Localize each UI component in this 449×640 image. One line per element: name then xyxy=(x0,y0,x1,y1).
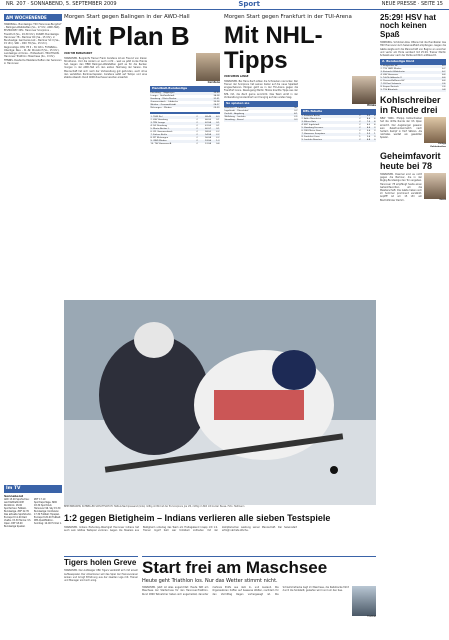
handball-result-row-cell: Flensburg – Göppingen xyxy=(150,92,206,95)
handball-standing-row-cell: 61:55 xyxy=(205,125,212,128)
handball-standing-row-cell: 2 xyxy=(194,122,198,125)
liga-row-cell: 3. Eintracht Hildesheim xyxy=(380,71,436,74)
del-standing-row-cell: 6 xyxy=(371,115,376,118)
handball-result-row-cell: Melsungen – Minden xyxy=(150,106,172,109)
handball-standing-row-cell: 56:58 xyxy=(205,137,212,140)
del-standing-row-cell: 8. Frankfurt Lions xyxy=(301,136,320,139)
liga-row-cell: 4:4 xyxy=(436,77,446,80)
lineup-row-cell: Sa. xyxy=(287,107,298,110)
del-standing-row-cell: 5:6 xyxy=(366,130,371,132)
handball-results-table xyxy=(150,92,220,110)
del-standing-row-cell: 2. Adler Mannheim xyxy=(301,117,322,120)
liga-table-title: 2. Bundesliga Nord xyxy=(380,59,446,65)
del-standing-row-cell: 4. ERC Ingolstadt xyxy=(301,123,320,126)
handball-standing-row-cell: 51:58 xyxy=(205,143,212,146)
liga-row-cell: 6:2 xyxy=(436,71,446,74)
story-tigers xyxy=(64,556,138,636)
handball-standing-row-cell: 1:3 xyxy=(212,140,220,143)
liga-row-cell: 0:8 xyxy=(436,89,446,92)
handball-standings-table xyxy=(150,116,220,146)
lineup-title: So spielen sie xyxy=(224,101,298,107)
handball-result-row-cell: 29:29 xyxy=(213,106,220,109)
story-tigers-body: HANNOVER. Der Aufsteiger UBC Tigers verstärkt sich mit einem Aufbauspieler. Der Amerikaner soll das Spiel der Hannoveraner lenken und bringt Erfahrung aus der zweiten Liga mit. Trainer und Manager sind sich einig. xyxy=(64,569,138,582)
hsv-headline: 25:29! HSV hat noch keinen Spaß xyxy=(380,14,437,39)
hlinka-photo xyxy=(352,76,376,104)
del-standing-row-cell: 2:4 xyxy=(366,136,371,139)
handball-standing-row-cell: 5. Rhein-Neckar L. xyxy=(150,128,194,131)
handball-standing-row-cell: 2 xyxy=(194,128,198,131)
del-standing-row-cell: 1 xyxy=(359,136,361,139)
handball-result-row-cell: Wetzlar – Grosswallstadt xyxy=(150,104,206,107)
lineup-row-cell: Straubing – Kassel xyxy=(224,119,287,122)
lineup-row-cell: Ingolstadt – Düsseldorf xyxy=(224,109,249,112)
liga-row-cell: 5. TuS N-Lübbecke II xyxy=(380,77,436,80)
lineup-row-cell: 3:2 xyxy=(294,109,298,112)
liga-row-cell: 4. HSV Hannover xyxy=(380,74,399,77)
del-standing-row-cell: 4 xyxy=(374,123,376,126)
issue-info: NR. 207 · SONNABEND, 5. SEPTEMBER 2009 xyxy=(6,1,117,8)
triathlet-photo-caption: Triathlet xyxy=(367,615,376,619)
story-maschsee-body: HANNOVER. Jetzt ist alles angerichtet: Heute fällt am Maschsee der Startschuss für den Hannover-Triathlon. Rund 1800 Teilnehmer haben sich angemeldet, darunter mehrere Profis aus dem In- und Ausland. Die Organisatoren hoffen auf besseres Wetter, nachdem für den Vormittag Regen vorhergesagt ist. Die Schwimmstrecke liegt im Maschsee, die Radstrecke führt durch die Südstadt, gelaufen wird rund um den See. xyxy=(142,586,349,596)
del-standing-row-cell: 6:5 xyxy=(366,123,371,126)
hockey-scene-illustration xyxy=(64,300,376,505)
lineup-row-cell: Wolfsburg – Iserlohn xyxy=(224,115,246,118)
section-title: Sport xyxy=(238,0,260,9)
handball-standing-row-cell: 0:4 xyxy=(216,143,220,146)
liga-row-cell: 2. TSV GWD Minden xyxy=(380,67,402,70)
del-table-title: DEL-Tabelle xyxy=(301,109,376,115)
handball-standing-row-cell: 2. HSV Hamburg xyxy=(150,118,168,121)
story-handball xyxy=(64,14,220,296)
del-standing-row-cell: 0 xyxy=(374,136,376,139)
handball-standing-row-cell: 9. GWD Minden xyxy=(150,140,194,143)
handball-standing-row-cell: 60:57 xyxy=(198,128,211,131)
handball-table-title: Handball-Bundesliga xyxy=(150,86,220,92)
story-indians-body: HANNOVER. Indians Eishockey-Oberligist Hannover Indians hat auch sein letztes Testspiel verloren. Gegen die Steelers aus Bietigheim unterlag das Team am Freitagabend knapp mit 1:2. Trainer Ingolf Sehl war trotzdem zufrieden mit der kämpferischen Leistung seiner Mannschaft. Der Saisonstart erfolgt nächste Woche. xyxy=(64,525,297,533)
liga-row-cell: 2:6 xyxy=(436,83,446,86)
del-standing-row-cell: 2 xyxy=(359,130,361,132)
del-standing-row-cell: 2 xyxy=(359,123,361,126)
page-info: NEUE PRESSE · SEITE 15 xyxy=(381,1,443,8)
left-column xyxy=(4,14,62,634)
handball-standing-row-cell: 2 xyxy=(196,137,198,140)
del-standing-row-cell: 2 xyxy=(356,121,361,124)
del-standing-row-cell: 3 xyxy=(371,127,376,130)
gerrit-photo-caption: Gerrit xyxy=(439,198,446,201)
handball-standing-row xyxy=(150,143,220,146)
liga-row-cell: 9. TSV Altenholz xyxy=(380,89,436,92)
del-standing-row-cell: 9. Iserlohn Roosters xyxy=(301,139,356,142)
handball-standing-row-cell: 2:2 xyxy=(212,134,220,137)
handball-standing-row-cell: 3:1 xyxy=(216,125,220,128)
handball-standing-row-cell: 3:1 xyxy=(212,128,220,131)
handball-result-row-cell: 30:24 xyxy=(213,100,220,103)
hlinka-photo-caption: Hlinka xyxy=(367,103,376,107)
handball-result-row-cell: Lemgo – Großwallstadt xyxy=(150,94,175,97)
story-maschsee xyxy=(142,556,376,636)
gerrit-photo xyxy=(424,173,446,199)
story-handball-headline: Mit Plan B xyxy=(64,20,190,51)
triathlet-photo xyxy=(352,586,376,616)
handball-standing-row-cell: 2:2 xyxy=(216,137,220,140)
divider xyxy=(150,112,220,114)
del-standing-row xyxy=(301,139,376,142)
story-indians-headline: 1:2 gegen Bietigheim – Indians verlieren alle sieben Testspiele xyxy=(64,514,331,523)
page-header xyxy=(0,0,449,10)
liga-row-cell: 6. Dessau-Roßlauer HV xyxy=(380,80,405,83)
handball-standing-row-cell: 2 xyxy=(196,131,198,134)
lineup-row-cell: Hannover – Frankfurt xyxy=(224,107,287,110)
wochenende-title: AM WOCHENENDE xyxy=(4,14,62,21)
carstens-photo xyxy=(196,53,220,81)
del-standing-row-cell: 6:6 xyxy=(361,127,371,130)
del-standing-row-cell: 4:8 xyxy=(361,139,371,142)
del-standing-row-cell: 3 xyxy=(374,130,376,132)
del-standing-row-cell: 6. DEG Metro Stars xyxy=(301,130,322,132)
handball-standing-row-cell: 3:1 xyxy=(216,118,220,121)
story-handball-byline: VON TIM BURGHARDT xyxy=(64,51,93,55)
story-maschsee-headline: Start frei am Maschsee xyxy=(142,558,328,577)
wochenende-text: HANDBALL. Bundesliga: TSV Hannover-Burgdorf – Balingen-Weilstetten (So., 17 Uhr, AWD-Hall). EISHOCKEY. DEL: Hannover Scorpions – Frankfurt (So., 19.30 Uhr). RUGBY. Bundesliga: Hannover 78 – Berliner RC (Sa., 15 Uhr). 2. Bundesliga: Germania List – Berliner SC II (Sa., 15 Uhr). SRC – DSV 78 (Sa., 15 Uhr). Regionalliga: DSV 78 II – SV Odin. FUSSBALL. Oberliga: Neu. – Kl.-Nr. Wunstorf (So., 15 Uhr). Landesliga: Arminia – Hildesheim. TRIATHLON. Hannover Triathlon: Maschsee (So., 9 Uhr). TENNIS. Deutsche Meisterschaften der Senioren in Hannover. xyxy=(4,23,62,65)
liga-row-cell: 1. Bergischer HC xyxy=(380,65,436,68)
handball-standing-row-cell: 58:52 xyxy=(205,131,212,134)
handball-standing-row-cell: 6. VfL Gummersbach xyxy=(150,131,173,134)
handball-result-row xyxy=(150,107,220,110)
handball-standing-row-cell: 2 xyxy=(196,143,198,146)
del-standing-row-cell: 1 xyxy=(371,133,376,136)
carstens-photo-caption: Carstens xyxy=(207,80,220,84)
del-standing-row-cell: 6 xyxy=(374,117,376,120)
lineup-row-cell: Krefeld – Augsburg xyxy=(224,113,287,116)
del-standing-row-cell: 1. Eisbären Berlin xyxy=(301,115,356,118)
kohlschreiber-photo xyxy=(424,117,446,143)
story-tigers-headline: Tigers holen Greve xyxy=(64,558,137,567)
handball-standing-row-cell: 68:49 xyxy=(198,116,211,119)
handball-result-row-cell: 34:28 xyxy=(213,94,220,97)
handball-standing-row-cell: 10. TSV Hannover-B. xyxy=(150,143,172,146)
kohlschreiber-body: NEW YORK. Philipp Kohlschreiber hat die dritte Runde der US Open erreicht. Der Augsburger gewann sein Zweitrundenmatch nach hartem Kampf in fünf Sätzen. Als nächstes wartet ein gesetzter Spieler. xyxy=(380,117,422,140)
story-eishockey-kicker: Morgen Start gegen Frankfurt in der TUI-Arena xyxy=(224,14,352,20)
handball-result-row-cell: 33:30 xyxy=(206,92,220,95)
del-standing-row-cell: 8:4 xyxy=(366,117,371,120)
story-eishockey-byline: VON SIMON LANGE xyxy=(224,74,249,78)
del-standing-row-cell: 3:3 xyxy=(361,133,371,136)
handball-result-row-cell: 31:31 xyxy=(206,98,220,101)
story-eishockey-body: HANNOVER. Bei Hans Zach sitzen die Schrauben nie locker. Der Trainer der Scorpions hat seinen Kader auf die neue Spielzeit eingeschworen. Morgen geht es in der TUI-Arena gegen die Frankfurt Lions. Neuzugang Martin Hlinka brachte Tipps aus der NHL mit, die Zach gerne annimmt. Das Team wirkt in der Vorbereitung konzentriert und hungrig auf den ersten Sieg. xyxy=(224,79,298,99)
liga-row-cell: 7. SV Post Schwerin xyxy=(380,83,436,86)
handball-standing-row-cell: 1. THW Kiel xyxy=(150,116,194,119)
right-column xyxy=(380,14,446,634)
tv-title: Im TV xyxy=(4,485,62,493)
tv-day: Sonnabend xyxy=(4,493,23,498)
handball-result-row-cell: Gummersbach – Lübbecke xyxy=(150,100,179,103)
del-standing-row-cell: 0 xyxy=(371,139,376,142)
liga-row-cell: 2:6 xyxy=(442,86,446,89)
story-indians xyxy=(64,514,376,554)
handball-standing-row-cell: 3:1 xyxy=(212,122,220,125)
del-standing-row-cell: 1 xyxy=(356,133,361,136)
del-standing-row-cell: 2 xyxy=(359,117,361,120)
del-standing-row-cell: 3. Kölner Haie xyxy=(301,121,356,124)
handball-result-row-cell: Hamburg – Rhein-Neckar xyxy=(150,98,206,101)
handball-standing-row-cell: 54:54 xyxy=(198,134,211,137)
kohlschreiber-photo-caption: Philipp Kohlschreiber xyxy=(430,143,446,148)
lineup-row xyxy=(224,119,298,122)
del-standing-row-cell: 2 xyxy=(356,127,361,130)
story-eishockey-headline: Mit NHL-Tipps xyxy=(224,21,323,74)
handball-standing-row-cell: 3. TBV Lemgo xyxy=(150,122,194,125)
liga-row-cell: 8:0 xyxy=(436,65,446,68)
main-photo xyxy=(64,300,376,505)
handball-standing-row-cell: 2:2 xyxy=(216,131,220,134)
handball-standing-row-cell: 2 xyxy=(196,125,198,128)
del-standing-row-cell: 5. Hamburg Freezers xyxy=(301,127,356,130)
tv-col-2: ZDF 17.10 Sportreportage. NDR 18.30 Sportclub: Hannover 96. Sky 15.30 Bundesliga: Konferenz. 17.30 Fußball: Topspiel. Eurosport 20.00 Fußball: WM-Qualifikation. Sonntag: 12.00 Formel 1. xyxy=(34,498,62,526)
story-maschsee-subhead: Heute geht Triathlon los. Nur das Wetter stimmt nicht. xyxy=(142,577,278,584)
handball-standing-row-cell: 4:0 xyxy=(212,116,220,119)
lineup-table xyxy=(224,107,298,122)
hsv-body: HAMBURG. Schöckel Aksu Ottens hat die Handballer des HSV Hannover zum Saisonauftakt empfangen. Gegen die Gäste zeigte sich die Mannschaft von Beginn an unsicher und verlor am Ende verdient mit 25:29. Trainer Martin Schwalb war nach der Partie sichtlich enttäuscht. xyxy=(380,41,446,57)
del-standing-row-cell: 7. Hannover Scorpions xyxy=(301,133,356,136)
handball-standing-row-cell: 53:56 xyxy=(198,140,211,143)
handball-standing-row-cell: 4. SG Flensburg xyxy=(150,125,167,128)
handball-standing-row-cell: 66:55 xyxy=(205,118,212,121)
story-handball-body: HANNOVER. Burgdorfs Trainer Frank Carstens ist ein Freund von klaren Strukturen. Und die ändern er auch nicht – weil es jetzt kurze Hände hat. Gegen den HBW Balingen-Weilstetten geht es für die Recken morgen in der AWD-Hall um den ersten Heimsieg der Saison. Die Mannschaft hat sich nach der Vorbereitung gut gefunden, auch ohne den verletzten Rückraumspieler. Carstens setzt auf Tempo und eine stabile Abwehr. Rund 4000 Zuschauer werden erwartet. xyxy=(64,56,147,79)
liga-row-cell: 6:2 xyxy=(442,67,446,70)
handball-result-row-cell: 26:27 xyxy=(206,104,220,107)
del-standing-row-cell: 2 xyxy=(356,115,361,118)
geheimfavorit-headline: Geheimfavorit heute bei 78 xyxy=(380,151,441,171)
liga-row xyxy=(380,89,446,92)
liga-row-cell: 8. Empor Rostock xyxy=(380,86,399,89)
geheimfavorit-body: HANNOVER. Diesmal sind es nicht gegen die Berliner, die in der Rugby-Bundesliga den Ton angeben. Hannover 78 empfängt heute einen Geheimfavoriten um die Meisterschaft. Die Gäste haben sich im Sommer prominent verstärkt. Anpfiff ist um 15 Uhr am Bischofsholer Damm. xyxy=(380,172,422,202)
del-standing-row-cell: 2 xyxy=(356,139,361,142)
lineup-row-cell: 3:3 xyxy=(287,119,298,122)
handball-standing-row-cell: 2 xyxy=(194,134,198,137)
handball-standing-row-cell: 2 xyxy=(194,140,198,143)
del-standings-table xyxy=(301,115,376,142)
handball-standing-row-cell: 7. Füchse Berlin xyxy=(150,134,194,137)
liga-row-cell: 4:4 xyxy=(442,74,446,77)
del-standing-row-cell: 7:5 xyxy=(361,121,371,124)
story-eishockey xyxy=(224,14,376,296)
handball-standing-row-cell: 8. MT Melsungen xyxy=(150,137,169,140)
lineup-row-cell: 4:1 xyxy=(287,113,298,116)
liga-table xyxy=(380,65,446,92)
tv-col-1: ARD 15.00 Sportschau: Leichtathletik-WM Rückblick. 18.00 Sportschau: Fußball-Bundesliga. ZDF 22.35 Das aktuelle Sportstudio. Eurosport 11.00 Rad: Vuelta. 15.30 Tennis: US Open. DSF 18.00 Bundesliga Spezial. xyxy=(4,498,32,529)
handball-standing-row-cell: 2 xyxy=(194,116,198,119)
liga-row-cell: 4:4 xyxy=(442,80,446,83)
handball-standing-row-cell: 2 xyxy=(196,118,198,121)
story-handball-kicker: Morgen Start gegen Balingen in der AWD-Hall xyxy=(64,14,190,20)
kohlschreiber-headline: Kohlschreiber in Runde drei xyxy=(380,95,441,115)
del-standing-row-cell: 9:3 xyxy=(361,115,371,118)
photo-caption: BEIM BREAKEN, SCHNELLER SCHLITTSCHUH: Hattuls Nachpressend (links) mittig im Bild ist der Ex-Scorpions Joe Vill, mittig im Bild mit kurzer Pause. Foto: Heitmann xyxy=(64,505,245,508)
del-standing-row-cell: 4 xyxy=(371,121,376,124)
lineup-row-cell: 2:5 xyxy=(294,115,298,118)
handball-standing-row-cell: 62:54 xyxy=(198,122,211,125)
tv-listing xyxy=(4,499,62,529)
